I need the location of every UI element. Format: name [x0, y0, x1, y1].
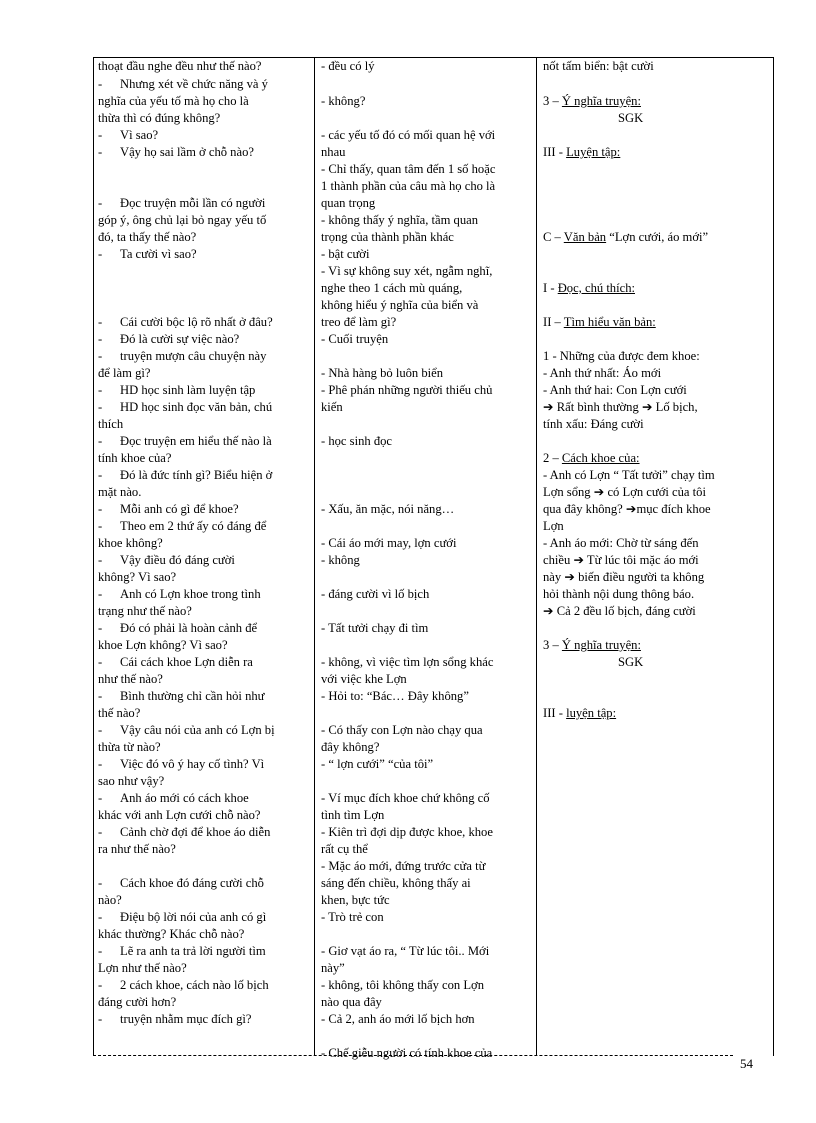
question-line: - Ta cười vì sao? — [98, 247, 197, 261]
question-line: trạng như thế nào? — [98, 604, 192, 618]
question-line: nghĩa của yếu tố mà họ cho là — [98, 94, 249, 108]
question-line: thích — [98, 417, 124, 431]
question-line: - truyện mượn câu chuyện này — [98, 349, 267, 363]
section-heading: 3 – Ý nghĩa truyện: — [543, 94, 641, 108]
question-line: - HD học sinh đọc văn bản, chú — [98, 400, 273, 414]
section-heading: 2 – Cách khoe của: — [543, 451, 640, 465]
note-line: nốt tấm biển: bật cười — [543, 59, 654, 73]
answer-line: - Mặc áo mới, đứng trước cửa từ — [321, 859, 486, 873]
question-line: nào? — [98, 893, 122, 907]
arrow-icon: ➔ — [543, 604, 554, 618]
question-line: thừa thì có đúng không? — [98, 111, 221, 125]
question-line: thế nào? — [98, 706, 141, 720]
arrow-icon: ➔ — [625, 502, 637, 516]
note-line: qua đây không? ➔mục đích khoe — [543, 502, 711, 516]
answer-line: - Kiên trì đợi dịp được khoe, khoe — [321, 825, 493, 839]
answer-line: - đáng cười vì lố bịch — [321, 587, 430, 601]
question-line: - Việc đó vô ý hay cố tình? Vì — [98, 757, 265, 771]
question-line: - Điệu bộ lời nói của anh có gì — [98, 910, 267, 924]
answer-line: - Cuối truyện — [321, 332, 389, 346]
note-line: - Anh có Lợn “ Tất tưởi” chạy tìm — [543, 468, 715, 482]
question-line: tính khoe của? — [98, 451, 172, 465]
question-line: - Anh có Lợn khoe trong tình — [98, 587, 261, 601]
answers-column — [316, 58, 537, 1060]
note-line: ➔ Cả 2 đều lố bịch, đáng cười — [543, 604, 696, 618]
question-line: - Nhưng xét về chức năng và ý — [98, 77, 268, 91]
note-line: này ➔ biến điều người ta không — [543, 570, 705, 584]
answer-line: - đều có lý — [321, 59, 375, 73]
answer-line: - bật cười — [321, 247, 370, 261]
answer-line: quan trọng — [321, 196, 376, 210]
answer-line: với việc khe Lợn — [321, 672, 407, 686]
question-line: như thế nào? — [98, 672, 163, 686]
answer-line: nhau — [321, 145, 346, 159]
question-line: - Theo em 2 thứ ấy có đáng để — [98, 519, 267, 533]
note-line: ➔ Rất bình thường ➔ Lố bịch, — [543, 400, 698, 414]
question-line: - Bình thường chỉ cần hỏi như — [98, 689, 265, 703]
question-line: đáng cười hơn? — [98, 995, 177, 1009]
question-line: - truyện nhằm mục đích gì? — [98, 1012, 252, 1026]
question-line: - Đó có phải là hoàn cảnh để — [98, 621, 258, 635]
question-line: - Cái cách khoe Lợn diễn ra — [98, 655, 253, 669]
question-line: góp ý, ông chủ lại bỏ ngay yếu tố — [98, 213, 267, 227]
note-line: hỏi thành nội dung thông báo. — [543, 587, 695, 601]
answer-line: - Có thấy con Lợn nào chạy qua — [321, 723, 483, 737]
answer-line: - Vì sự không suy xét, ngẫm nghĩ, — [321, 264, 493, 278]
note-line: Lợn sổng ➔ có Lợn cưới của tôi — [543, 485, 706, 499]
question-line: - Cách khoe đó đáng cười chỗ — [98, 876, 264, 890]
question-line: sao như vậy? — [98, 774, 165, 788]
answer-line: treo để làm gì? — [321, 315, 397, 329]
answer-line: - Giơ vạt áo ra, “ Từ lúc tôi.. Mới — [321, 944, 490, 958]
question-line: thừa từ nào? — [98, 740, 161, 754]
answer-line: - Cả 2, anh áo mới lố bịch hơn — [321, 1012, 475, 1026]
answer-line: - học sinh đọc — [321, 434, 392, 448]
questions-column — [94, 58, 315, 1056]
question-line: - HD học sinh làm luyện tập — [98, 383, 256, 397]
section-heading: III - Luyện tập: — [543, 145, 621, 159]
answer-line: - Trò trẻ con — [321, 910, 384, 924]
question-line: - Vậy họ sai lầm ở chỗ nào? — [98, 145, 254, 159]
question-line: khoe Lợn không? Vì sao? — [98, 638, 228, 652]
question-line: - Lẽ ra anh ta trả lời người tìm — [98, 944, 266, 958]
section-heading: C – Văn bản “Lợn cưới, áo mới” — [543, 230, 709, 244]
note-line: Lợn — [543, 519, 564, 533]
note-line: tính xấu: Đáng cười — [543, 417, 644, 431]
answer-line: sáng đến chiều, không thấy ai — [321, 876, 471, 890]
question-line: - Vậy câu nói của anh có Lợn bị — [98, 723, 275, 737]
answer-line: - các yếu tố đó có mối quan hệ với — [321, 128, 496, 142]
answer-line: nghe theo 1 cách mù quáng, — [321, 281, 463, 295]
question-line: - Đó là cười sự việc nào? — [98, 332, 240, 346]
question-line: ra như thế nào? — [98, 842, 176, 856]
answer-line: - không? — [321, 94, 366, 108]
footer-divider — [93, 1055, 733, 1056]
question-line: khác thường? Khác chỗ nào? — [98, 927, 245, 941]
question-line: - Đọc truyện em hiểu thế nào là — [98, 434, 272, 448]
answer-line: - không — [321, 553, 360, 567]
answer-line: - Ví mục đích khoe chứ không cố — [321, 791, 490, 805]
note-line: SGK — [618, 111, 644, 125]
question-line: để làm gì? — [98, 366, 151, 380]
answer-line: trọng của thành phần khác — [321, 230, 454, 244]
question-line: đó, ta thấy thế nào? — [98, 230, 197, 244]
page-number: 54 — [740, 1056, 753, 1071]
answer-line: - Tất tưởi chạy đi tìm — [321, 621, 429, 635]
answer-line: - Xấu, ăn mặc, nói năng… — [321, 502, 455, 516]
arrow-icon: ➔ — [593, 485, 605, 499]
question-line: - Vì sao? — [98, 128, 159, 142]
question-line: - Đọc truyện mỗi lần có người — [98, 196, 266, 210]
answer-line: khen, bực tức — [321, 893, 390, 907]
answer-line: - Chỉ thấy, quan tâm đến 1 số hoặc — [321, 162, 496, 176]
question-line: - 2 cách khoe, cách nào lố bịch — [98, 978, 269, 992]
question-line: thoạt đầu nghe đều như thế nào? — [98, 59, 262, 73]
answer-line: kiến — [321, 400, 343, 414]
question-line: Lợn như thế nào? — [98, 961, 187, 975]
lesson-table — [93, 57, 774, 1060]
section-heading: I - Đọc, chú thích: — [543, 281, 635, 295]
answer-line: rất cụ thể — [321, 842, 368, 856]
arrow-icon: ➔ — [641, 400, 653, 414]
note-line: chiều ➔ Từ lúc tôi mặc áo mới — [543, 553, 699, 567]
question-line: - Cảnh chờ đợi để khoe áo diễn — [98, 825, 271, 839]
answer-line: - Chế giễu người có tính khoe của — [321, 1046, 493, 1060]
note-line: SGK — [618, 655, 644, 669]
section-heading: III - luyện tập: — [543, 706, 617, 720]
note-line: - Anh thứ nhất: Áo mới — [543, 366, 662, 380]
answer-line: đây không? — [321, 740, 380, 754]
question-line: - Mỗi anh có gì để khoe? — [98, 502, 239, 516]
section-heading: 3 – Ý nghĩa truyện: — [543, 638, 641, 652]
note-line: - Anh áo mới: Chờ từ sáng đến — [543, 536, 699, 550]
section-heading: II – Tìm hiểu văn bản: — [543, 315, 656, 329]
answer-line: - không, tôi không thấy con Lợn — [321, 978, 485, 992]
answer-line: - Cái áo mới may, lợn cưới — [321, 536, 457, 550]
question-line: khoe không? — [98, 536, 163, 550]
arrow-icon: ➔ — [573, 553, 584, 567]
answer-line: - “ lợn cưới” “của tôi” — [321, 757, 434, 771]
answer-line: 1 thành phần của câu mà họ cho là — [321, 179, 496, 193]
answer-line: - không, vì việc tìm lợn sổng khác — [321, 655, 494, 669]
question-line: - Vậy điều đó đáng cười — [98, 553, 235, 567]
answer-line: - Hỏi to: “Bác… Đây không” — [321, 689, 469, 703]
note-line: 1 - Những của được đem khoe: — [543, 349, 700, 363]
answer-line: nào qua đây — [321, 995, 382, 1009]
answer-line: - Phê phán những người thiếu chủ — [321, 383, 493, 397]
question-line: - Cái cười bộc lộ rõ nhất ở đâu? — [98, 315, 273, 329]
question-line: - Đó là đức tính gì? Biểu hiện ở — [98, 468, 273, 482]
note-line: - Anh thứ hai: Con Lợn cưới — [543, 383, 687, 397]
answer-line: tình tìm Lợn — [321, 808, 385, 822]
answer-line: không hiểu ý nghĩa của biển và — [321, 298, 479, 312]
question-line: - Anh áo mới có cách khoe — [98, 791, 249, 805]
arrow-icon: ➔ — [543, 400, 554, 414]
question-line: khác với anh Lợn cưới chỗ nào? — [98, 808, 261, 822]
answer-line: - không thấy ý nghĩa, tầm quan — [321, 213, 479, 227]
question-line: không? Vì sao? — [98, 570, 177, 584]
notes-column — [538, 58, 772, 1056]
question-line: mặt nào. — [98, 485, 142, 499]
answer-line: này” — [321, 961, 345, 975]
arrow-icon: ➔ — [564, 570, 575, 584]
answer-line: - Nhà hàng bỏ luôn biển — [321, 366, 444, 380]
